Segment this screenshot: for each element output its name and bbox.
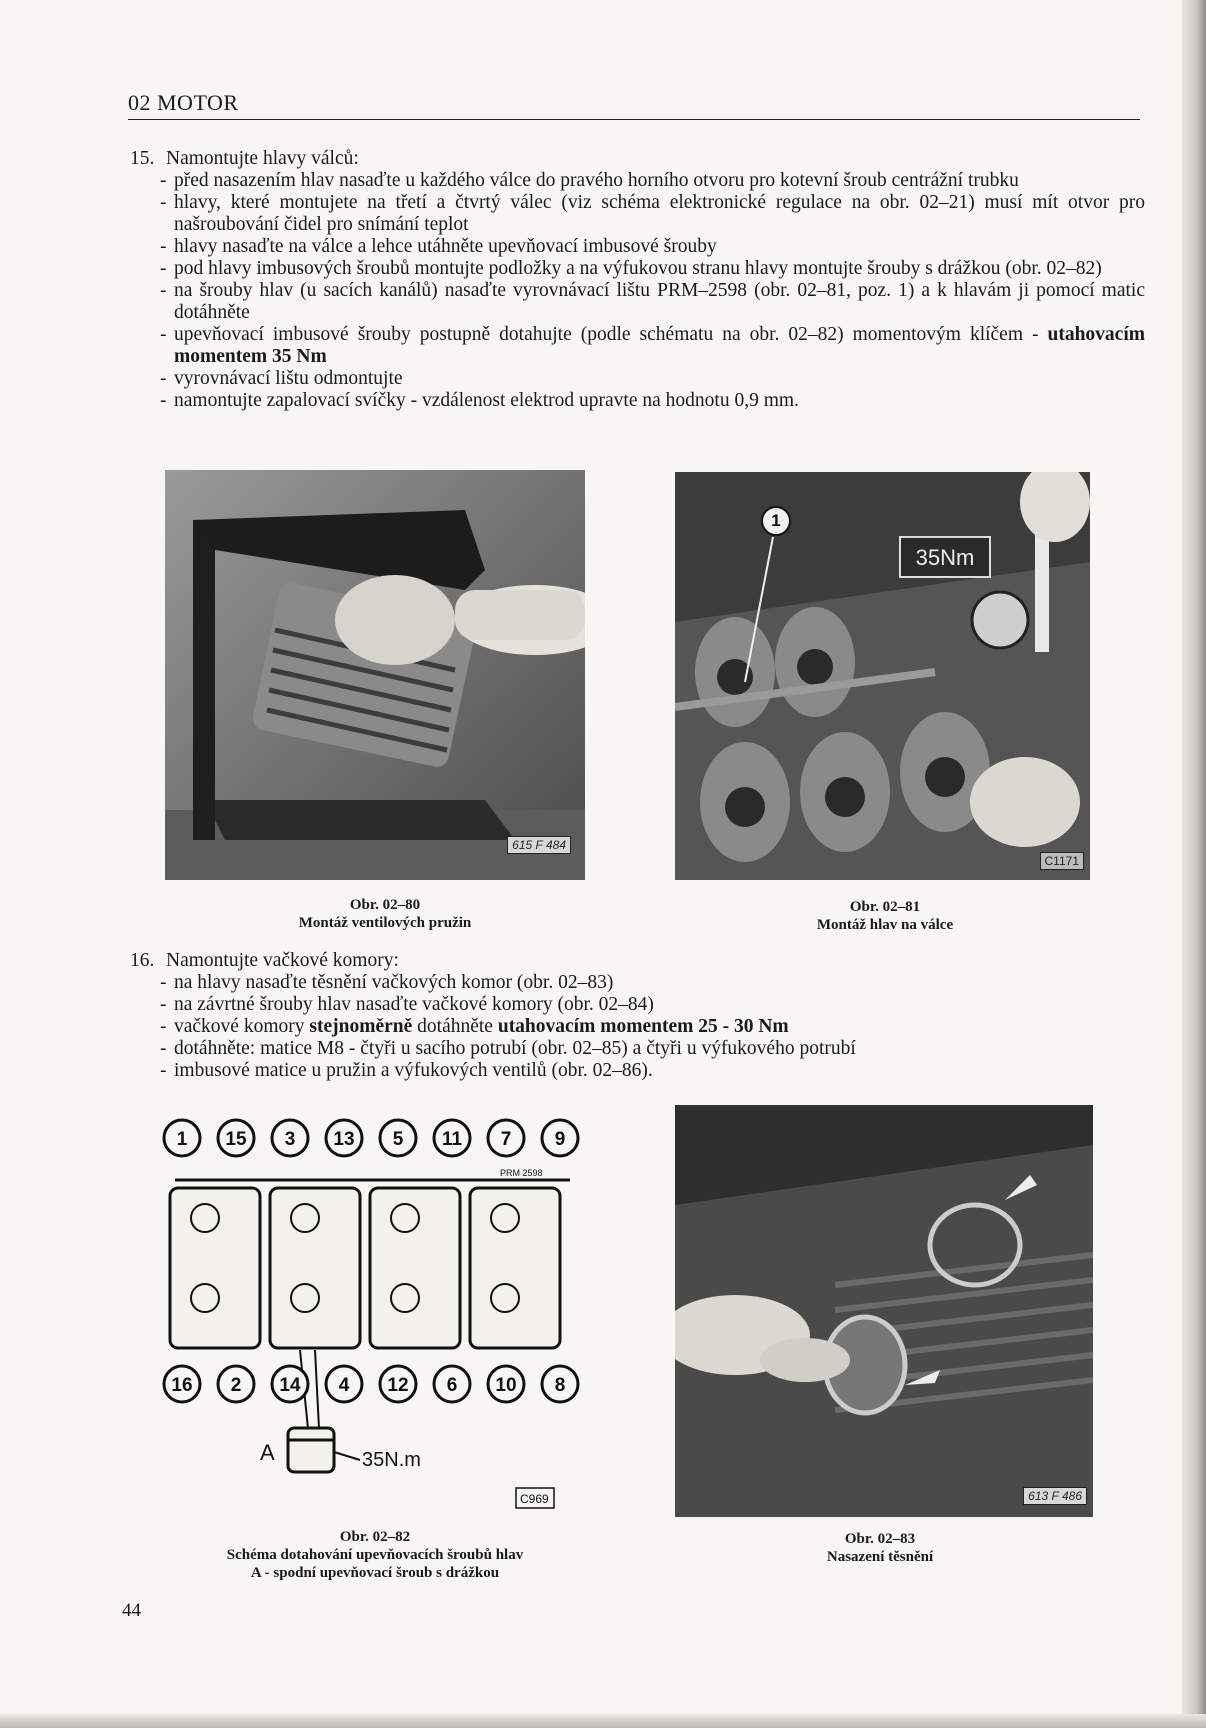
list-item: - dotáhněte: matice M8 - čtyři u sacího potrubí (obr. 02–85) a čtyři u výfukového potrubí [160, 1038, 1145, 1060]
bottom-bolt-markers [164, 1366, 578, 1402]
list-item: - vyrovnávací lištu odmontujte [160, 368, 1145, 390]
photo-stamp: 613 F 486 [1023, 1487, 1087, 1505]
top-bolt-number: 3 [284, 1129, 296, 1150]
page-number: 44 [122, 1600, 141, 1621]
item-text: upevňovací imbusové šrouby postupně dotahujte (podle schématu na obr. 02–82) momentovým klíčem - [174, 324, 1039, 345]
bottom-bolt-number: 8 [554, 1375, 566, 1396]
list-item: - namontujte zapalovací svíčky - vzdálenost elektrod upravte na hodnotu 0,9 mm. [160, 390, 1145, 412]
figure-number: Obr. 02–82 [339, 1529, 411, 1545]
bottom-bolt-number: 12 [387, 1375, 409, 1396]
section-label: 02 MOTOR [128, 90, 239, 115]
torque-label: 35Nm [915, 545, 975, 570]
bottom-bolt-number: 14 [279, 1375, 301, 1396]
figure-02-83-photo [675, 1105, 1093, 1517]
torque-label: 35N.m [362, 1449, 421, 1471]
step-number: 15. [130, 148, 155, 169]
figure-02-82-caption [170, 1528, 580, 1582]
figure-02-80-photo [165, 470, 585, 880]
detail-a-label: A [260, 1440, 275, 1465]
figure-number: Obr. 02–83 [844, 1531, 916, 1547]
torque-emphasis: utahovacím momentem 35 Nm [174, 324, 1145, 367]
bottom-bolt-number: 10 [495, 1375, 517, 1396]
step-title: Namontujte vačkové komory: [166, 950, 399, 971]
callout-1-marker: 1 [761, 506, 791, 536]
figure-02-80-caption [240, 896, 530, 932]
page-bottom-shadow [0, 1714, 1206, 1728]
top-bolt-markers [164, 1120, 578, 1156]
top-bolt-number: 15 [225, 1129, 247, 1150]
list-item: - imbusové matice u pružin a výfukových ventilů (obr. 02–86). [160, 1060, 1145, 1082]
page-header [128, 90, 1140, 120]
list-item [160, 324, 1145, 368]
step-number: 16. [130, 950, 155, 971]
figure-02-83-caption [780, 1530, 980, 1566]
top-bolt-number: 13 [333, 1129, 355, 1150]
photo-stamp: C1171 [1040, 852, 1084, 870]
list-item: - hlavy nasaďte na válce a lehce utáhněte upevňovací imbusové šrouby [160, 236, 1145, 258]
figure-number: Obr. 02–81 [849, 899, 921, 915]
bolt-tightening-diagram [160, 1108, 590, 1518]
figure-number: Obr. 02–80 [349, 897, 421, 913]
bar-label: PRM 2598 [500, 1168, 543, 1178]
step-15-list [160, 170, 1145, 412]
emphasis: stejnoměrně [309, 1016, 413, 1037]
figure-title: Montáž hlav na válce [816, 917, 954, 933]
list-item: - hlavy, které montujete na třetí a čtvrtý válec (viz schéma elektronické regulace na obr. 02–21) musí mít otvor pro našroubování čidel pro snímání teplot [160, 192, 1145, 236]
list-item: - na šrouby hlav (u sacích kanálů) nasaďte vyrovnávací lištu PRM–2598 (obr. 02–81, poz. 1) a k hlavám ji pomocí matic dotáhněte [160, 280, 1145, 324]
figure-title-line-1: Schéma dotahování upevňovacích šroubů hlav [226, 1547, 524, 1563]
bottom-bolt-number: 16 [171, 1375, 193, 1396]
bottom-bolt-number: 6 [446, 1375, 458, 1396]
item-text: vačkové komory [174, 1016, 305, 1037]
figure-title: Nasazení těsnění [826, 1549, 934, 1565]
top-bolt-number: 9 [554, 1129, 566, 1150]
diagram-stamp: C969 [520, 1492, 549, 1506]
list-item: - před nasazením hlav nasaďte u každého válce do pravého horního otvoru pro kotevní šroub centrážní trubku [160, 170, 1145, 192]
step-16-list [160, 972, 1145, 1082]
top-bolt-number: 1 [176, 1129, 188, 1150]
list-item: - na hlavy nasaďte těsnění vačkových komor (obr. 02–83) [160, 972, 1145, 994]
head-mounting-photo [675, 472, 1090, 880]
list-item: - na závrtné šrouby hlav nasaďte vačkové komory (obr. 02–84) [160, 994, 1145, 1016]
step-title: Namontujte hlavy válců: [166, 148, 359, 169]
item-text: dotáhněte [417, 1016, 493, 1037]
bottom-bolt-number: 4 [338, 1375, 350, 1396]
torque-emphasis: utahovacím momentem 25 - 30 Nm [497, 1016, 789, 1037]
figure-02-81-caption [760, 898, 1010, 934]
list-item [160, 1016, 1145, 1038]
figure-02-81-photo [675, 472, 1090, 880]
page-edge-shadow [1182, 0, 1206, 1728]
top-bolt-number: 5 [392, 1129, 404, 1150]
bottom-bolt-number: 2 [230, 1375, 242, 1396]
valve-spring-photo [165, 470, 585, 880]
figure-title-line-2: A - spodní upevňovací šroub s drážkou [250, 1565, 500, 1581]
figure-02-82-diagram [160, 1108, 590, 1518]
figure-title: Montáž ventilových pružin [298, 915, 472, 931]
gasket-fitting-photo [675, 1105, 1093, 1517]
top-bolt-number: 7 [500, 1129, 512, 1150]
top-bolt-number: 11 [441, 1129, 463, 1150]
photo-stamp: 615 F 484 [507, 836, 571, 854]
list-item: - pod hlavy imbusových šroubů montujte podložky a na výfukovou stranu hlavy montujte šrouby s drážkou (obr. 02–82) [160, 258, 1145, 280]
